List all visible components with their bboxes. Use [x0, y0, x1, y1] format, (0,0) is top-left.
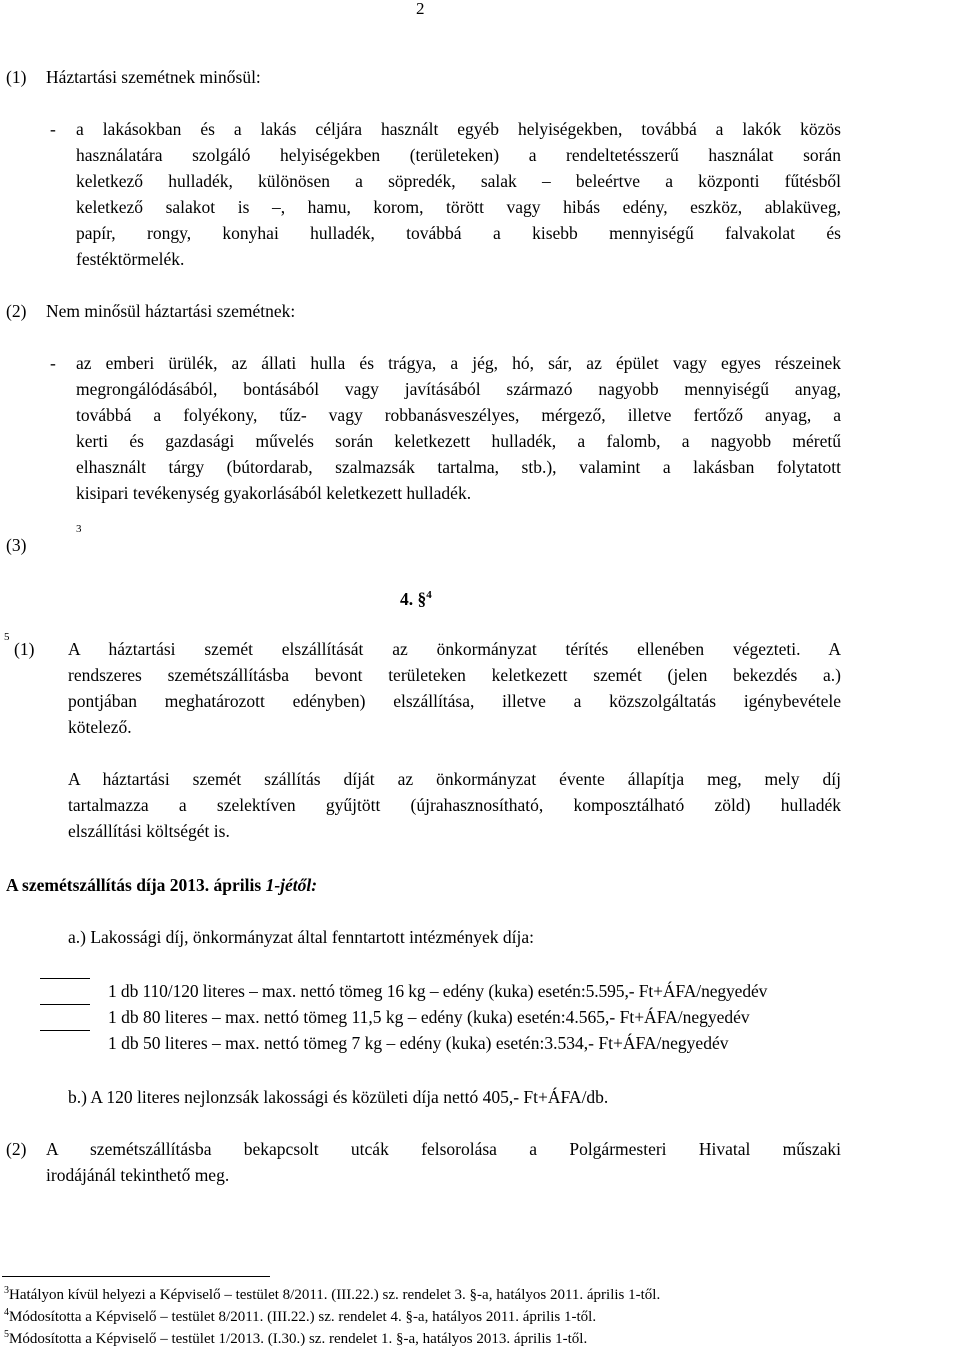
text-line: elhasznált tárgy (bútordarab, szalmazsák tartalma, stb.), valamint a lakásban folytatott: [76, 457, 841, 477]
section-1-dash: -: [50, 119, 56, 139]
text-line: használatára szolgáló helyiségekben (területeken) a rendeltetésszerű használat során: [76, 145, 841, 165]
footnote-ref: 5: [4, 631, 10, 643]
text-line: keletkező salakot is –, hamu, korom, törött vagy hibás edény, eszköz, ablaküveg,: [76, 197, 841, 217]
footnote: [4, 1328, 587, 1350]
footnote-separator: [2, 1276, 270, 1277]
text-line: elszállítási költségét is.: [68, 821, 230, 841]
paragraph-1-number: (1): [14, 639, 35, 659]
text-line: A háztartási szemét elszállítását az önkormányzat térítés ellenében végezteti. A: [68, 639, 841, 659]
text-line: kisipari tevékenység gyakorlásából keletkezett hulladék.: [76, 483, 472, 503]
fee-item: 1 db 80 literes – max. nettó tömeg 11,5 kg – edény (kuka) esetén:4.565,- Ft+ÁFA/negyedév: [108, 1007, 750, 1027]
fee-item-dash: [40, 1030, 90, 1031]
footnote: [4, 1306, 596, 1328]
text-line: az emberi ürülék, az állati hulla és trágya, a jég, hó, sár, az épület vagy egyes részeinek: [76, 353, 841, 373]
footnote-ref: 4: [426, 589, 432, 602]
fee-a-label: a.) Lakossági díj, önkormányzat által fenntartott intézmények díja:: [68, 927, 535, 947]
text-line: A háztartási szemét szállítás díját az önkormányzat évente állapítja meg, mely díj: [68, 769, 841, 789]
footnote-number: 5: [4, 1329, 9, 1340]
fee-item-dash: [40, 978, 90, 979]
text-line: megrongálódásából, bontásából vagy javításából származó nagyobb mennyiségű anyag,: [76, 379, 841, 399]
section-2-title: Nem minősül háztartási szemétnek:: [46, 301, 296, 321]
section-heading-4: [400, 586, 432, 612]
paragraph-2-text: [46, 1136, 841, 1188]
footnote-text: Módosította a Képviselő – testület 1/2013. (I.30.) sz. rendelet 1. §-a, hatályos 2013. április 1-től.: [9, 1331, 588, 1347]
section-1-title: Háztartási szemétnek minősül:: [46, 67, 261, 87]
text-line: kötelező.: [68, 717, 132, 737]
text-line: keletkező hulladék, különösen a söpredék, salak – beleértve a központi fűtésből: [76, 171, 841, 191]
footnote-text: Hatályon kívül helyezi a Képviselő – testület 8/2011. (III.22.) sz. rendelet 3. §-a, hatályos 2011. április 1-től.: [9, 1287, 661, 1303]
section-3-number: (3): [6, 535, 27, 555]
text-line: a lakásokban és a lakás céljára használt egyéb helyiségekben, továbbá a lakók közös: [76, 119, 841, 139]
text-line: továbbá a folyékony, tűz- vagy robbanásveszélyes, mérgező, illetve fertőző anyag, a: [76, 405, 841, 425]
section-2-text: [76, 350, 841, 506]
footnote-number: 4: [4, 1307, 9, 1318]
section-2-number: (2): [6, 301, 27, 321]
footnote-number: 3: [4, 1285, 9, 1296]
fee-heading: [6, 872, 317, 898]
fee-b-label: b.) A 120 literes nejlonzsák lakossági és közületi díja nettó 405,- Ft+ÁFA/db.: [68, 1087, 609, 1107]
footnote-ref: 3: [76, 523, 82, 535]
text-line: irodájánál tekinthető meg.: [46, 1165, 230, 1185]
paragraph-fee-text: [68, 766, 841, 844]
text-line: pontjában meghatározott edényben) elszállítása, illetve a közszolgáltatás igénybevétele: [68, 691, 841, 711]
fee-item-dash: [40, 1004, 90, 1005]
fee-item: 1 db 50 literes – max. nettó tömeg 7 kg – edény (kuka) esetén:3.534,- Ft+ÁFA/negyedév: [108, 1033, 729, 1053]
text-line: kerti és gazdasági művelés során keletkezett hulladék, a falomb, a nagyobb méretű: [76, 431, 841, 451]
paragraph-1-text: [68, 636, 841, 740]
fee-heading-text: A szemétszállítás díja 2013. április: [6, 875, 266, 895]
text-line: festéktörmelék.: [76, 249, 185, 269]
page-number: 2: [416, 0, 425, 18]
fee-heading-date: 1-jétől:: [265, 875, 318, 895]
text-line: A szemétszállításba bekapcsolt utcák felsorolása a Polgármesteri Hivatal műszaki: [46, 1139, 841, 1159]
fee-item: 1 db 110/120 literes – max. nettó tömeg 16 kg – edény (kuka) esetén:5.595,- Ft+ÁFA/negyedév: [108, 981, 768, 1001]
section-2-dash: -: [50, 353, 56, 373]
footnote: [4, 1284, 660, 1306]
section-1-number: (1): [6, 67, 27, 87]
section-1-text: [76, 116, 841, 272]
heading-text: 4. §: [400, 589, 427, 609]
text-line: rendszeres szemétszállításba bevont területeken keletkezett szemét (jelen bekezdés a.): [68, 665, 841, 685]
paragraph-2-number: (2): [6, 1139, 27, 1159]
footnote-text: Módosította a Képviselő – testület 8/2011. (III.22.) sz. rendelet 4. §-a, hatályos 2011. április 1-től.: [9, 1309, 597, 1325]
text-line: papír, rongy, konyhai hulladék, továbbá a kisebb mennyiségű falvakolat és: [76, 223, 841, 243]
text-line: tartalmazza a szelektíven gyűjtött (újrahasznosítható, komposztálható zöld) hulladék: [68, 795, 841, 815]
